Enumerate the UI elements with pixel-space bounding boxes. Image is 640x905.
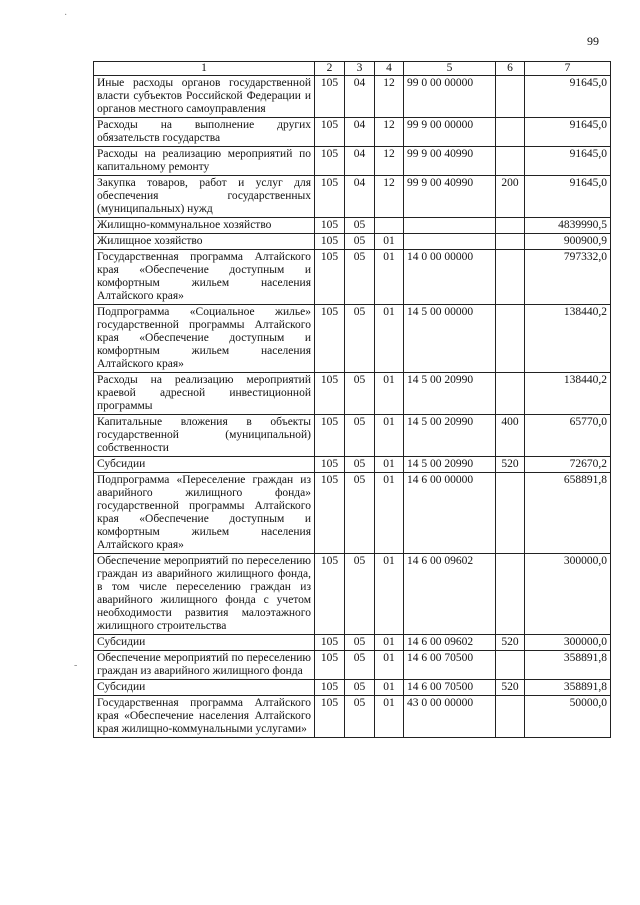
row-name-cell: Жилищно-коммунальное хозяйство [94,218,315,234]
admin-code-cell: 105 [315,76,345,118]
row-name-cell: Расходы на реализацию мероприятий краевой адресной инвестиционной программы [94,373,315,415]
target-article-cell: 14 6 00 70500 [404,651,496,680]
amount-cell: 91645,0 [525,76,611,118]
table-row [94,76,611,118]
admin-code-cell: 105 [315,635,345,651]
subsection-cell: 01 [375,554,404,635]
row-name-cell: Подпрограмма «Переселение граждан из аварийного жилищного фонда» государственной программы Алтайского края «Обеспечение доступным и комфортным жильем населения Алтайского края» [94,473,315,554]
admin-code-cell: 105 [315,176,345,218]
amount-cell: 797332,0 [525,250,611,305]
target-article-cell [404,218,496,234]
expense-type-cell [496,554,525,635]
admin-code-cell: 105 [315,250,345,305]
amount-cell: 300000,0 [525,635,611,651]
row-name-cell: Подпрограмма «Социальное жилье» государственной программы Алтайского края «Обеспечение доступным и комфортным жильем населения Алтайского края» [94,305,315,373]
admin-code-cell: 105 [315,415,345,457]
row-name-cell: Жилищное хозяйство [94,234,315,250]
budget-table [93,61,611,738]
amount-cell: 4839990,5 [525,218,611,234]
admin-code-cell: 105 [315,457,345,473]
subsection-cell: 01 [375,696,404,738]
table-row [94,305,611,373]
table-row [94,473,611,554]
expense-type-cell [496,147,525,176]
subsection-cell [375,218,404,234]
table-row [94,651,611,680]
section-cell: 05 [345,680,375,696]
target-article-cell: 14 6 00 09602 [404,635,496,651]
section-cell: 05 [345,305,375,373]
admin-code-cell: 105 [315,680,345,696]
expense-type-cell [496,696,525,738]
expense-type-cell: 520 [496,457,525,473]
expense-type-cell: 400 [496,415,525,457]
row-name-cell: Обеспечение мероприятий по переселению граждан из аварийного жилищного фонда, в том числе переселению граждан из аварийного жилищного фонда с учетом необходимости развития малоэтажного жилищного строительства [94,554,315,635]
subsection-cell: 01 [375,635,404,651]
amount-cell: 138440,2 [525,305,611,373]
table-row [94,680,611,696]
table-body [94,76,611,738]
expense-type-cell [496,234,525,250]
admin-code-cell: 105 [315,696,345,738]
target-article-cell: 14 5 00 00000 [404,305,496,373]
column-header: 7 [525,62,611,76]
expense-type-cell [496,218,525,234]
table-row [94,147,611,176]
row-name-cell: Закупка товаров, работ и услуг для обеспечения государственных (муниципальных) нужд [94,176,315,218]
amount-cell: 72670,2 [525,457,611,473]
section-cell: 05 [345,696,375,738]
section-cell: 04 [345,176,375,218]
target-article-cell: 14 6 00 00000 [404,473,496,554]
subsection-cell: 12 [375,76,404,118]
admin-code-cell: 105 [315,218,345,234]
section-cell: 04 [345,76,375,118]
row-name-cell: Расходы на выполнение других обязательств государства [94,118,315,147]
section-cell: 04 [345,118,375,147]
row-name-cell: Государственная программа Алтайского края «Обеспечение доступным и комфортным жильем населения Алтайского края» [94,250,315,305]
expense-type-cell: 200 [496,176,525,218]
row-name-cell: Субсидии [94,635,315,651]
target-article-cell: 99 0 00 00000 [404,76,496,118]
row-name-cell: Государственная программа Алтайского края «Обеспечение населения Алтайского края жилищно-коммунальными услугами» [94,696,315,738]
section-cell: 05 [345,554,375,635]
page-number: 99 [587,34,599,48]
table-row [94,554,611,635]
table-row [94,635,611,651]
amount-cell: 358891,8 [525,651,611,680]
amount-cell: 91645,0 [525,147,611,176]
amount-cell: 358891,8 [525,680,611,696]
section-cell: 05 [345,373,375,415]
target-article-cell [404,234,496,250]
admin-code-cell: 105 [315,234,345,250]
subsection-cell: 12 [375,147,404,176]
subsection-cell: 12 [375,118,404,147]
admin-code-cell: 105 [315,473,345,554]
subsection-cell: 01 [375,250,404,305]
table-row [94,415,611,457]
expense-type-cell: 520 [496,635,525,651]
section-cell: 05 [345,635,375,651]
amount-cell: 300000,0 [525,554,611,635]
column-header: 5 [404,62,496,76]
amount-cell: 91645,0 [525,118,611,147]
section-cell: 05 [345,651,375,680]
subsection-cell: 01 [375,473,404,554]
subsection-cell: 01 [375,373,404,415]
scan-mark: - [74,660,78,671]
admin-code-cell: 105 [315,305,345,373]
scan-mark: · [64,10,68,21]
section-cell: 04 [345,147,375,176]
table-row [94,176,611,218]
table-row [94,373,611,415]
expense-type-cell [496,76,525,118]
table-row [94,250,611,305]
amount-cell: 91645,0 [525,176,611,218]
expense-type-cell [496,373,525,415]
target-article-cell: 14 6 00 70500 [404,680,496,696]
section-cell: 05 [345,457,375,473]
column-header: 6 [496,62,525,76]
target-article-cell: 99 9 00 00000 [404,118,496,147]
expense-type-cell [496,118,525,147]
section-cell: 05 [345,218,375,234]
row-name-cell: Субсидии [94,457,315,473]
column-header: 3 [345,62,375,76]
target-article-cell: 14 6 00 09602 [404,554,496,635]
target-article-cell: 99 9 00 40990 [404,147,496,176]
table-row [94,118,611,147]
row-name-cell: Субсидии [94,680,315,696]
row-name-cell: Иные расходы органов государственной власти субъектов Российской Федерации и органов местного самоуправления [94,76,315,118]
section-cell: 05 [345,415,375,457]
target-article-cell: 14 5 00 20990 [404,415,496,457]
admin-code-cell: 105 [315,118,345,147]
section-cell: 05 [345,234,375,250]
section-cell: 05 [345,473,375,554]
table-row [94,696,611,738]
subsection-cell: 01 [375,680,404,696]
amount-cell: 900900,9 [525,234,611,250]
admin-code-cell: 105 [315,373,345,415]
expense-type-cell [496,473,525,554]
admin-code-cell: 105 [315,554,345,635]
admin-code-cell: 105 [315,651,345,680]
column-header: 1 [94,62,315,76]
column-header: 4 [375,62,404,76]
row-name-cell: Капитальные вложения в объекты государственной (муниципальной) собственности [94,415,315,457]
subsection-cell: 01 [375,651,404,680]
target-article-cell: 14 0 00 00000 [404,250,496,305]
target-article-cell: 14 5 00 20990 [404,373,496,415]
admin-code-cell: 105 [315,147,345,176]
subsection-cell: 12 [375,176,404,218]
table-row [94,218,611,234]
section-cell: 05 [345,250,375,305]
subsection-cell: 01 [375,234,404,250]
target-article-cell: 43 0 00 00000 [404,696,496,738]
expense-type-cell [496,651,525,680]
column-header: 2 [315,62,345,76]
target-article-cell: 99 9 00 40990 [404,176,496,218]
table-header-row [94,62,611,76]
amount-cell: 138440,2 [525,373,611,415]
subsection-cell: 01 [375,457,404,473]
amount-cell: 50000,0 [525,696,611,738]
table-row [94,457,611,473]
amount-cell: 65770,0 [525,415,611,457]
target-article-cell: 14 5 00 20990 [404,457,496,473]
subsection-cell: 01 [375,305,404,373]
row-name-cell: Расходы на реализацию мероприятий по капитальному ремонту [94,147,315,176]
expense-type-cell [496,250,525,305]
subsection-cell: 01 [375,415,404,457]
row-name-cell: Обеспечение мероприятий по переселению граждан из аварийного жилищного фонда [94,651,315,680]
expense-type-cell: 520 [496,680,525,696]
table-row [94,234,611,250]
amount-cell: 658891,8 [525,473,611,554]
expense-type-cell [496,305,525,373]
